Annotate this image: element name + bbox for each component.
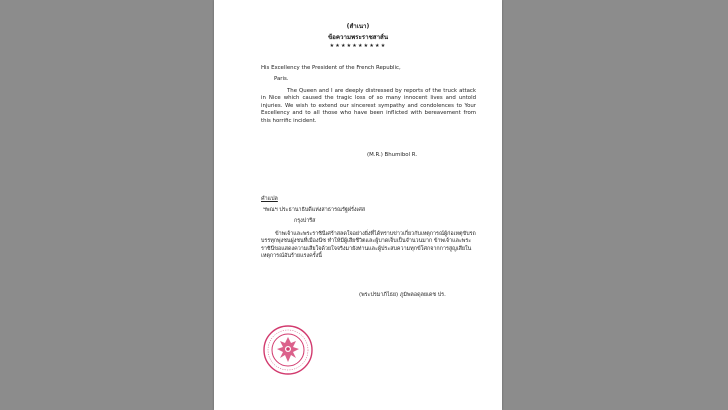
letter-body-thai: ข้าพเจ้าและพระราชินีเศร้าสลดใจอย่างยิ่งที่ได้ทราบข่าวเกี่ยวกับเหตุการณ์ผู้ก่อเหตุขับรถบรรทุกพุ่งชนฝูงชนที่เมืองนีซ ทำให้มีผู้เสียชีวิตและผู้บาดเจ็บเป็นจำนวนมาก ข้าพเจ้าและพระราชินีขอแสดงความเสียใจด้วยใจจริงมายังท่านและผู้ประสบความทุกข์โศกจากการสูญเสียในเหตุการณ์อันร้ายแรงครั้งนี้ xyxy=(261,231,476,260)
header-copy-label: (สำเนา) xyxy=(346,23,370,30)
letter-page xyxy=(214,0,502,410)
translation-label: คำแปล xyxy=(261,196,278,202)
signature-thai: (พระปรมาภิไธย) ภูมิพลอดุลยเดช ปร. xyxy=(359,292,446,298)
royal-seal-icon xyxy=(262,324,314,376)
address-line-2: Paris. xyxy=(274,76,289,82)
thai-address-line-1: ฯพณฯ ประธานาธิบดีแห่งสาธารณรัฐฝรั่งเศส xyxy=(263,207,366,213)
address-line-1: His Excellency the President of the French Republic, xyxy=(261,65,401,71)
header-title: ข้อความพระราชสาส์น xyxy=(327,34,389,41)
star-divider: ★★★★★★★★★★ xyxy=(329,43,387,49)
thai-address-line-2: กรุงปารีส xyxy=(294,218,316,224)
signature-english: (M.R.) Bhumibol R. xyxy=(367,152,418,158)
letter-body-english: The Queen and I are deeply distressed by reports of the truck attack in Nice which caused the tragic loss of so many innocent lives and untold injuries. We wish to extend our sincerest sympathy and condolences to Your Excellency and to all those who have been inflicted with bereavement from this horrific incident. xyxy=(261,88,476,124)
